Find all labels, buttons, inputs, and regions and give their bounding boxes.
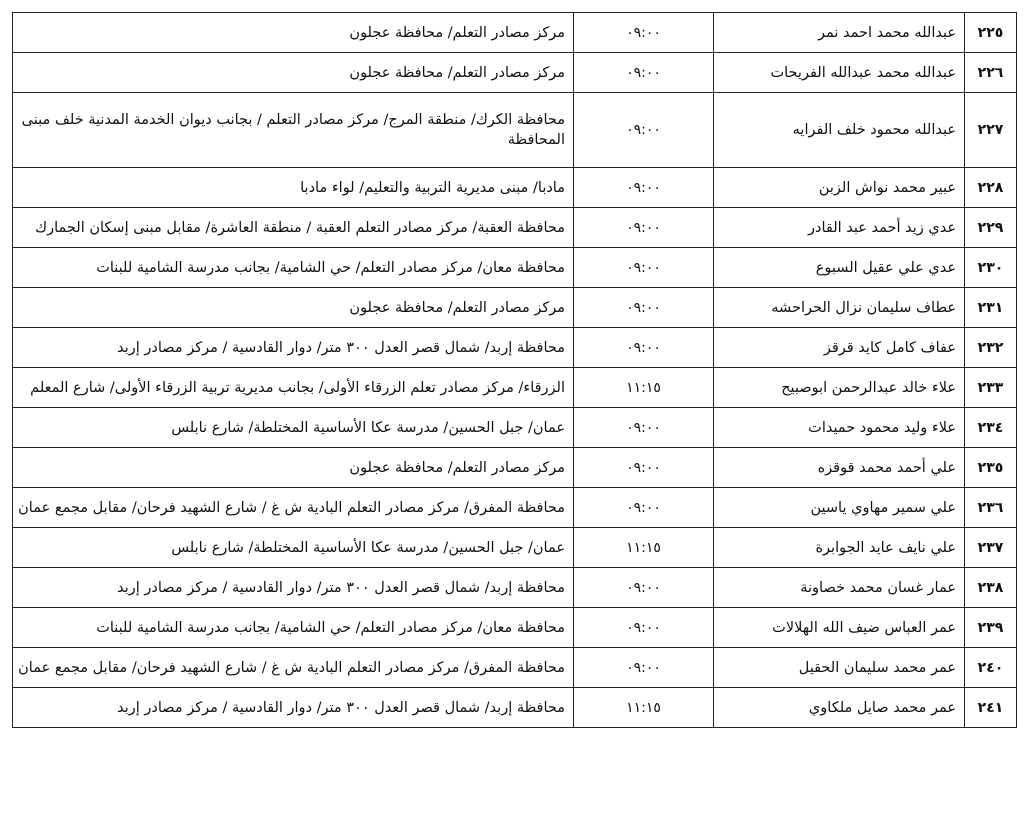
candidate-name: عمر محمد سليمان الحقيل [714,648,965,688]
exam-location: مادبا/ مبنى مديرية التربية والتعليم/ لواء مادبا [13,168,574,208]
table-row [13,448,1017,488]
row-number: ٢٤٠ [965,648,1017,688]
candidate-name: علي نايف عايد الجوابرة [714,528,965,568]
table-row [13,648,1017,688]
exam-time: ٠٩:٠٠ [574,93,714,168]
row-number: ٢٣٤ [965,408,1017,448]
exam-time: ٠٩:٠٠ [574,13,714,53]
table-row [13,168,1017,208]
exam-time: ٠٩:٠٠ [574,288,714,328]
candidate-name: عبدالله محمد عبدالله الفريحات [714,53,965,93]
exam-time: ١١:١٥ [574,528,714,568]
exam-time: ٠٩:٠٠ [574,168,714,208]
exam-time: ٠٩:٠٠ [574,248,714,288]
exam-schedule-table [12,12,1017,728]
candidate-name: علي أحمد محمد قوقزه [714,448,965,488]
table-row [13,528,1017,568]
table-row [13,488,1017,528]
row-number: ٢٢٦ [965,53,1017,93]
exam-location: مركز مصادر التعلم/ محافظة عجلون [13,13,574,53]
exam-time: ١١:١٥ [574,688,714,728]
row-number: ٢٢٧ [965,93,1017,168]
candidate-name: عمر محمد صايل ملكاوي [714,688,965,728]
table-row [13,608,1017,648]
exam-time: ٠٩:٠٠ [574,328,714,368]
table-row [13,568,1017,608]
row-number: ٢٣٢ [965,328,1017,368]
exam-location: محافظة إربد/ شمال قصر العدل ٣٠٠ متر/ دوار القادسية / مركز مصادر إربد [13,688,574,728]
candidate-name: عمر العباس ضيف الله الهلالات [714,608,965,648]
exam-location: عمان/ جبل الحسين/ مدرسة عكا الأساسية المختلطة/ شارع نابلس [13,528,574,568]
row-number: ٢٢٥ [965,13,1017,53]
exam-location: محافظة إربد/ شمال قصر العدل ٣٠٠ متر/ دوار القادسية / مركز مصادر إربد [13,328,574,368]
table-row [13,368,1017,408]
table-row [13,53,1017,93]
table-row [13,328,1017,368]
exam-location: محافظة المفرق/ مركز مصادر التعلم البادية ش غ / شارع الشهيد فرحان/ مقابل مجمع عمان [13,648,574,688]
exam-location: مركز مصادر التعلم/ محافظة عجلون [13,448,574,488]
exam-location: محافظة إربد/ شمال قصر العدل ٣٠٠ متر/ دوار القادسية / مركز مصادر إربد [13,568,574,608]
exam-time: ٠٩:٠٠ [574,448,714,488]
candidate-name: عفاف كامل كايد قرقز [714,328,965,368]
exam-location: محافظة معان/ مركز مصادر التعلم/ حي الشامية/ بجانب مدرسة الشامية للبنات [13,248,574,288]
table-row [13,248,1017,288]
row-number: ٢٢٨ [965,168,1017,208]
table-row [13,208,1017,248]
row-number: ٢٣٦ [965,488,1017,528]
exam-time: ٠٩:٠٠ [574,53,714,93]
candidate-name: عدي علي عقيل السبوع [714,248,965,288]
row-number: ٢٣٠ [965,248,1017,288]
candidate-name: عبدالله محمود خلف الفرايه [714,93,965,168]
exam-location: محافظة الكرك/ منطقة المرج/ مركز مصادر التعلم / بجانب ديوان الخدمة المدنية خلف مبنى المحافظة [13,93,574,168]
row-number: ٢٣١ [965,288,1017,328]
row-number: ٢٣٨ [965,568,1017,608]
table-row [13,408,1017,448]
candidate-name: عبدالله محمد احمد نمر [714,13,965,53]
row-number: ٢٤١ [965,688,1017,728]
table-row [13,93,1017,168]
table-row [13,288,1017,328]
table-row [13,688,1017,728]
candidate-name: علاء وليد محمود حميدات [714,408,965,448]
exam-location: محافظة المفرق/ مركز مصادر التعلم البادية ش غ / شارع الشهيد فرحان/ مقابل مجمع عمان [13,488,574,528]
exam-time: ٠٩:٠٠ [574,608,714,648]
exam-time: ١١:١٥ [574,368,714,408]
exam-location: الزرقاء/ مركز مصادر تعلم الزرقاء الأولى/ بجانب مديرية تربية الزرقاء الأولى/ شارع المعلم [13,368,574,408]
row-number: ٢٢٩ [965,208,1017,248]
exam-location: محافظة معان/ مركز مصادر التعلم/ حي الشامية/ بجانب مدرسة الشامية للبنات [13,608,574,648]
row-number: ٢٣٧ [965,528,1017,568]
exam-time: ٠٩:٠٠ [574,648,714,688]
candidate-name: علي سمير مهاوي ياسين [714,488,965,528]
candidate-name: علاء خالد عبدالرحمن ابوصبيح [714,368,965,408]
exam-time: ٠٩:٠٠ [574,488,714,528]
candidate-name: عدي زيد أحمد عبد القادر [714,208,965,248]
candidate-name: عبير محمد نواش الزبن [714,168,965,208]
exam-time: ٠٩:٠٠ [574,408,714,448]
candidate-name: عمار غسان محمد خصاونة [714,568,965,608]
table-row [13,13,1017,53]
exam-time: ٠٩:٠٠ [574,208,714,248]
candidate-name: عطاف سليمان نزال الحراحشه [714,288,965,328]
exam-location: مركز مصادر التعلم/ محافظة عجلون [13,53,574,93]
row-number: ٢٣٩ [965,608,1017,648]
row-number: ٢٣٣ [965,368,1017,408]
schedule-sheet [12,12,1016,728]
row-number: ٢٣٥ [965,448,1017,488]
exam-time: ٠٩:٠٠ [574,568,714,608]
exam-location: محافظة العقبة/ مركز مصادر التعلم العقبة / منطقة العاشرة/ مقابل مبنى إسكان الجمارك [13,208,574,248]
exam-location: عمان/ جبل الحسين/ مدرسة عكا الأساسية المختلطة/ شارع نابلس [13,408,574,448]
exam-location: مركز مصادر التعلم/ محافظة عجلون [13,288,574,328]
